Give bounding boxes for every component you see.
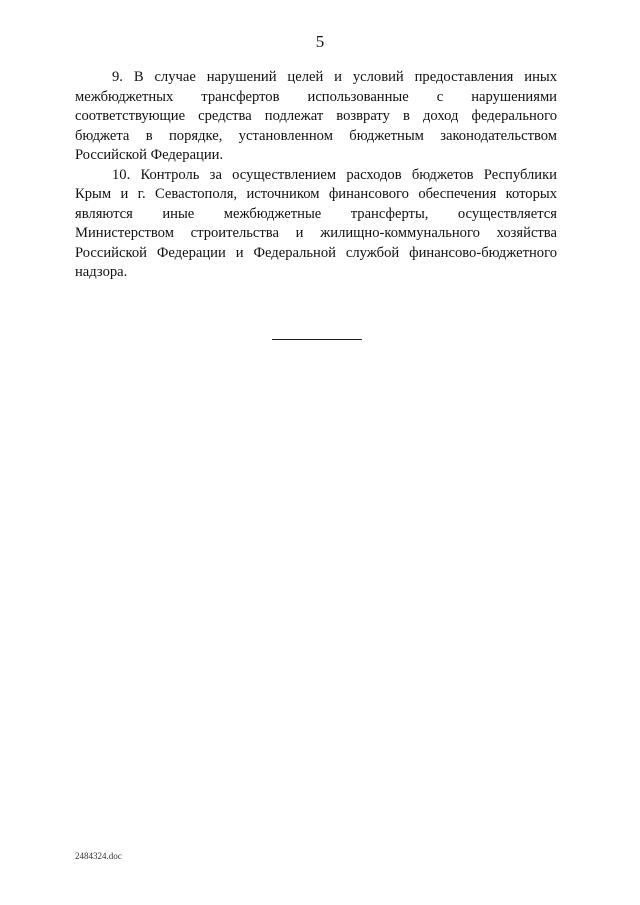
paragraph-9 <box>75 68 557 166</box>
paragraph-line: надзора. <box>75 264 128 280</box>
paragraph-line: являются иные межбюджетные трансферты, осуществляется <box>75 205 557 222</box>
footer-doc-id: 2484324.doc <box>75 851 122 861</box>
paragraph-line: соответствующие средства подлежат возврату в доход федерального <box>75 108 557 124</box>
paragraph-line: Крым и г. Севастополя, источником финансового обеспечения которых <box>75 186 557 202</box>
paragraph-10 <box>75 166 557 283</box>
paragraph-line: Российской Федерации. <box>75 147 224 163</box>
paragraph-line: 10. Контроль за осуществлением расходов бюджетов Республики <box>112 166 557 183</box>
paragraph-line: 9. В случае нарушений целей и условий предоставления иных <box>112 69 557 85</box>
paragraph-line: Российской Федерации и Федеральной службой финансово-бюджетного <box>75 244 557 261</box>
paragraph-line: бюджета в порядке, установленном бюджетным законодательством <box>75 127 557 144</box>
document-body <box>75 68 557 283</box>
end-separator-line <box>272 339 362 340</box>
paragraph-line: межбюджетных трансфертов использованные с нарушениями <box>75 88 557 105</box>
page-number: 5 <box>315 32 325 51</box>
paragraph-line: Министерством строительства и жилищно-коммунального хозяйства <box>75 225 557 241</box>
